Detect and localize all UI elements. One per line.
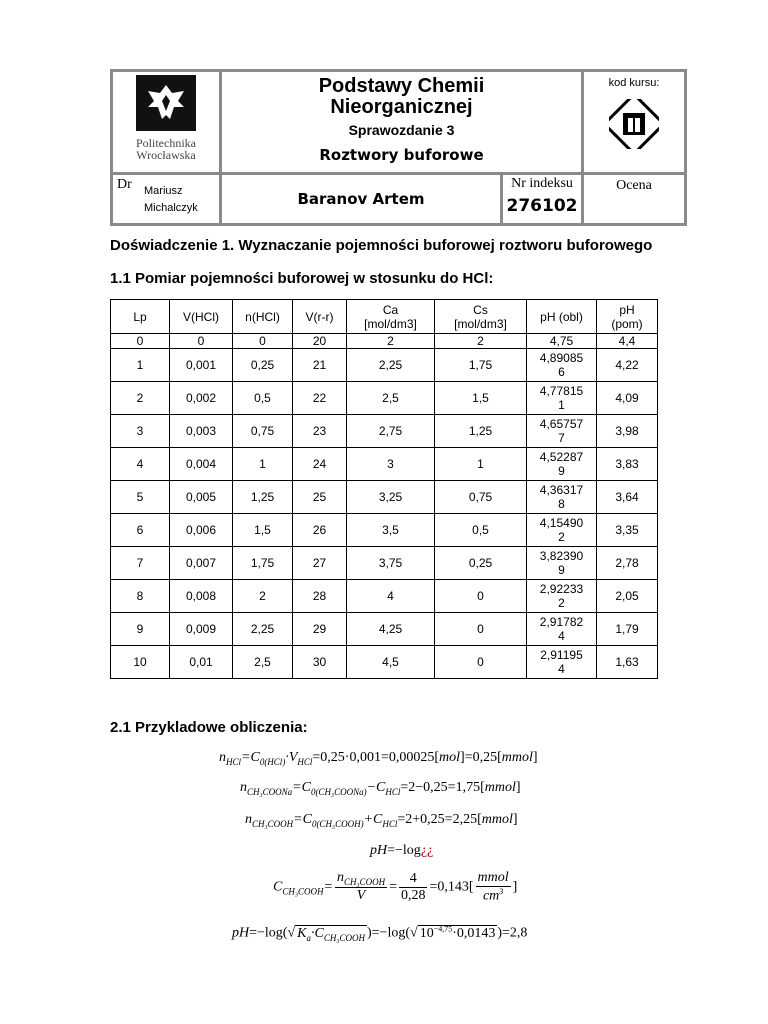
table-cell: 28 xyxy=(293,580,347,613)
faculty-logo-icon xyxy=(609,99,659,149)
table-cell: 4,77815 1 xyxy=(527,382,597,415)
table-cell: 1,63 xyxy=(597,646,658,679)
table-cell: 1,25 xyxy=(435,415,527,448)
table-cell: 1 xyxy=(435,448,527,481)
table-cell: 2,25 xyxy=(233,613,293,646)
table-cell: 21 xyxy=(293,349,347,382)
table-row xyxy=(111,613,658,646)
table-cell: 0 xyxy=(233,334,293,349)
table-cell: 1,5 xyxy=(435,382,527,415)
table-cell: 20 xyxy=(293,334,347,349)
table-cell: 0,009 xyxy=(170,613,233,646)
table-cell: 0 xyxy=(435,646,527,679)
table-cell: 4,15490 2 xyxy=(527,514,597,547)
table-cell: 9 xyxy=(111,613,170,646)
table-cell: 2 xyxy=(111,382,170,415)
table-cell: 3,98 xyxy=(597,415,658,448)
table-cell: 0,01 xyxy=(170,646,233,679)
table-cell: 3,83 xyxy=(597,448,658,481)
table-cell: 2,5 xyxy=(233,646,293,679)
table-cell: 27 xyxy=(293,547,347,580)
table-cell: 4,09 xyxy=(597,382,658,415)
table-row xyxy=(111,514,658,547)
table-cell: 1,75 xyxy=(435,349,527,382)
table-row xyxy=(111,547,658,580)
table-cell: 0,005 xyxy=(170,481,233,514)
table-cell: 23 xyxy=(293,415,347,448)
table-cell: 0,002 xyxy=(170,382,233,415)
table-cell: 0,25 xyxy=(233,349,293,382)
table-cell: 0,75 xyxy=(435,481,527,514)
column-header: V(HCl) xyxy=(170,300,233,334)
eagle-logo-icon xyxy=(136,75,196,131)
teacher-cell xyxy=(112,174,221,225)
university-logo-cell xyxy=(112,71,221,174)
table-row xyxy=(111,580,658,613)
table-row xyxy=(111,334,658,349)
table-cell: 24 xyxy=(293,448,347,481)
table-cell: 0,007 xyxy=(170,547,233,580)
experiment-heading: Doświadczenie 1. Wyznaczanie pojemności buforowej roztworu buforowego xyxy=(110,237,653,254)
table-row xyxy=(111,382,658,415)
table-row xyxy=(111,415,658,448)
table-cell: 0 xyxy=(435,580,527,613)
table-cell: 2 xyxy=(435,334,527,349)
table-row xyxy=(111,481,658,514)
index-cell xyxy=(502,174,583,225)
index-label: Nr indeksu xyxy=(511,176,573,191)
formula-ph-log: pH=−log¿¿ xyxy=(370,843,434,858)
table-cell: 4 xyxy=(347,580,435,613)
student-name: Baranov Artem xyxy=(221,174,502,225)
table-cell: 0,25 xyxy=(435,547,527,580)
course-code-cell xyxy=(583,71,686,174)
table-cell: 0 xyxy=(435,613,527,646)
column-header: n(HCl) xyxy=(233,300,293,334)
table-cell: 1 xyxy=(233,448,293,481)
index-value: 276102 xyxy=(506,196,578,216)
table-cell: 1,79 xyxy=(597,613,658,646)
formula-ph-result: pH=−log(√ $K_a\cdot C_{CH_3COOH}$ )=−log(√ $10^{-4,75}\cdot 0,0143$ )=2,8 xyxy=(232,924,528,943)
table-cell: 4,25 xyxy=(347,613,435,646)
course-title-line2: Nieorganicznej xyxy=(330,96,473,118)
table-cell: 0 xyxy=(111,334,170,349)
table-cell: 2,05 xyxy=(597,580,658,613)
report-header xyxy=(110,69,687,226)
table-cell: 7 xyxy=(111,547,170,580)
table-cell: 8 xyxy=(111,580,170,613)
table-cell: 4 xyxy=(111,448,170,481)
course-title-cell xyxy=(221,71,583,174)
table-header-row xyxy=(111,300,658,334)
table-cell: 3,25 xyxy=(347,481,435,514)
table-cell: 2 xyxy=(233,580,293,613)
table-cell: 4,89085 6 xyxy=(527,349,597,382)
formula-n-ch3coona: $n_{CH_3COONa}=C_{0(CH_3COONa)}-C_{HCl}=2-0,25=1,75[mmol]$ xyxy=(240,780,521,797)
section-2-1-heading: 2.1 Przykladowe obliczenia: xyxy=(110,719,308,736)
column-header: Lp xyxy=(111,300,170,334)
table-cell: 3 xyxy=(111,415,170,448)
table-row xyxy=(111,448,658,481)
table-cell: 5 xyxy=(111,481,170,514)
table-cell: 3,75 xyxy=(347,547,435,580)
table-cell: 0,001 xyxy=(170,349,233,382)
table-cell: 6 xyxy=(111,514,170,547)
table-cell: 0,75 xyxy=(233,415,293,448)
table-cell: 2,91782 4 xyxy=(527,613,597,646)
table-cell: 3,82390 9 xyxy=(527,547,597,580)
table-cell: 4,5 xyxy=(347,646,435,679)
teacher-last-name: Michalczyk xyxy=(144,202,198,214)
formula-n-hcl: $n_{HCl}=C_{0(HCl)}\cdot V_{HCl}=0,25\cdot 0,001=0,00025[mol]=0,25[mmol]$ xyxy=(219,750,538,767)
column-header: pH (obl) xyxy=(527,300,597,334)
course-code-label: kod kursu: xyxy=(608,77,660,89)
column-header: pH (pom) xyxy=(597,300,658,334)
table-cell: 0,5 xyxy=(435,514,527,547)
table-cell: 2,91195 4 xyxy=(527,646,597,679)
table-cell: 1,25 xyxy=(233,481,293,514)
table-cell: 0,008 xyxy=(170,580,233,613)
table-cell: 0,003 xyxy=(170,415,233,448)
table-cell: 4,75 xyxy=(527,334,597,349)
table-cell: 2,5 xyxy=(347,382,435,415)
table-cell: 4,65757 7 xyxy=(527,415,597,448)
table-cell: 4,36317 8 xyxy=(527,481,597,514)
measurement-table xyxy=(110,299,658,679)
table-cell: 0,5 xyxy=(233,382,293,415)
column-header: Ca [mol/dm3] xyxy=(347,300,435,334)
university-name: Politechnika Wrocławska xyxy=(136,136,196,162)
table-cell: 4,4 xyxy=(597,334,658,349)
table-body xyxy=(111,334,658,679)
table-cell: 0,004 xyxy=(170,448,233,481)
report-number: Sprawozdanie 3 xyxy=(348,122,455,138)
table-cell: 0,006 xyxy=(170,514,233,547)
formula-concentration: $C_{CH_3COOH}=$ $\frac{n_{CH_3COOH}}{V}$ = $\frac{4}{0,28}$ =0,143[ $\frac{\text{mmol}}{cm^3}$ ] xyxy=(273,870,518,904)
table-cell: 1 xyxy=(111,349,170,382)
teacher-title: Dr xyxy=(117,177,132,192)
table-cell: 25 xyxy=(293,481,347,514)
table-cell: 2,75 xyxy=(347,415,435,448)
table-cell: 2,78 xyxy=(597,547,658,580)
table-cell: 30 xyxy=(293,646,347,679)
table-cell: 4,22 xyxy=(597,349,658,382)
column-header: Cs [mol/dm3] xyxy=(435,300,527,334)
grade-label: Ocena xyxy=(616,178,652,193)
table-cell: 22 xyxy=(293,382,347,415)
table-cell: 3 xyxy=(347,448,435,481)
table-cell: 1,75 xyxy=(233,547,293,580)
table-cell: 1,5 xyxy=(233,514,293,547)
table-cell: 0 xyxy=(170,334,233,349)
course-title-line1: Podstawy Chemii xyxy=(318,75,485,97)
table-cell: 29 xyxy=(293,613,347,646)
teacher-name xyxy=(144,183,198,217)
table-cell: 4,52287 9 xyxy=(527,448,597,481)
table-cell: 3,35 xyxy=(597,514,658,547)
table-cell: 10 xyxy=(111,646,170,679)
table-cell: 2 xyxy=(347,334,435,349)
table-row xyxy=(111,349,658,382)
table-row xyxy=(111,646,658,679)
teacher-first-name: Mariusz xyxy=(144,185,183,197)
table-cell: 3,5 xyxy=(347,514,435,547)
report-topic: Roztwory buforowe xyxy=(319,146,484,164)
table-cell: 26 xyxy=(293,514,347,547)
table-cell: 2,92233 2 xyxy=(527,580,597,613)
table-cell: 3,64 xyxy=(597,481,658,514)
column-header: V(r-r) xyxy=(293,300,347,334)
formula-n-ch3cooh: $n_{CH_3COOH}=C_{0(CH_3COOH)}+C_{HCl}=2+0,25=2,25[mmol]$ xyxy=(245,812,518,829)
table-cell: 2,25 xyxy=(347,349,435,382)
grade-cell xyxy=(583,174,686,225)
section-1-1-heading: 1.1 Pomiar pojemności buforowej w stosunku do HCl: xyxy=(110,270,494,287)
